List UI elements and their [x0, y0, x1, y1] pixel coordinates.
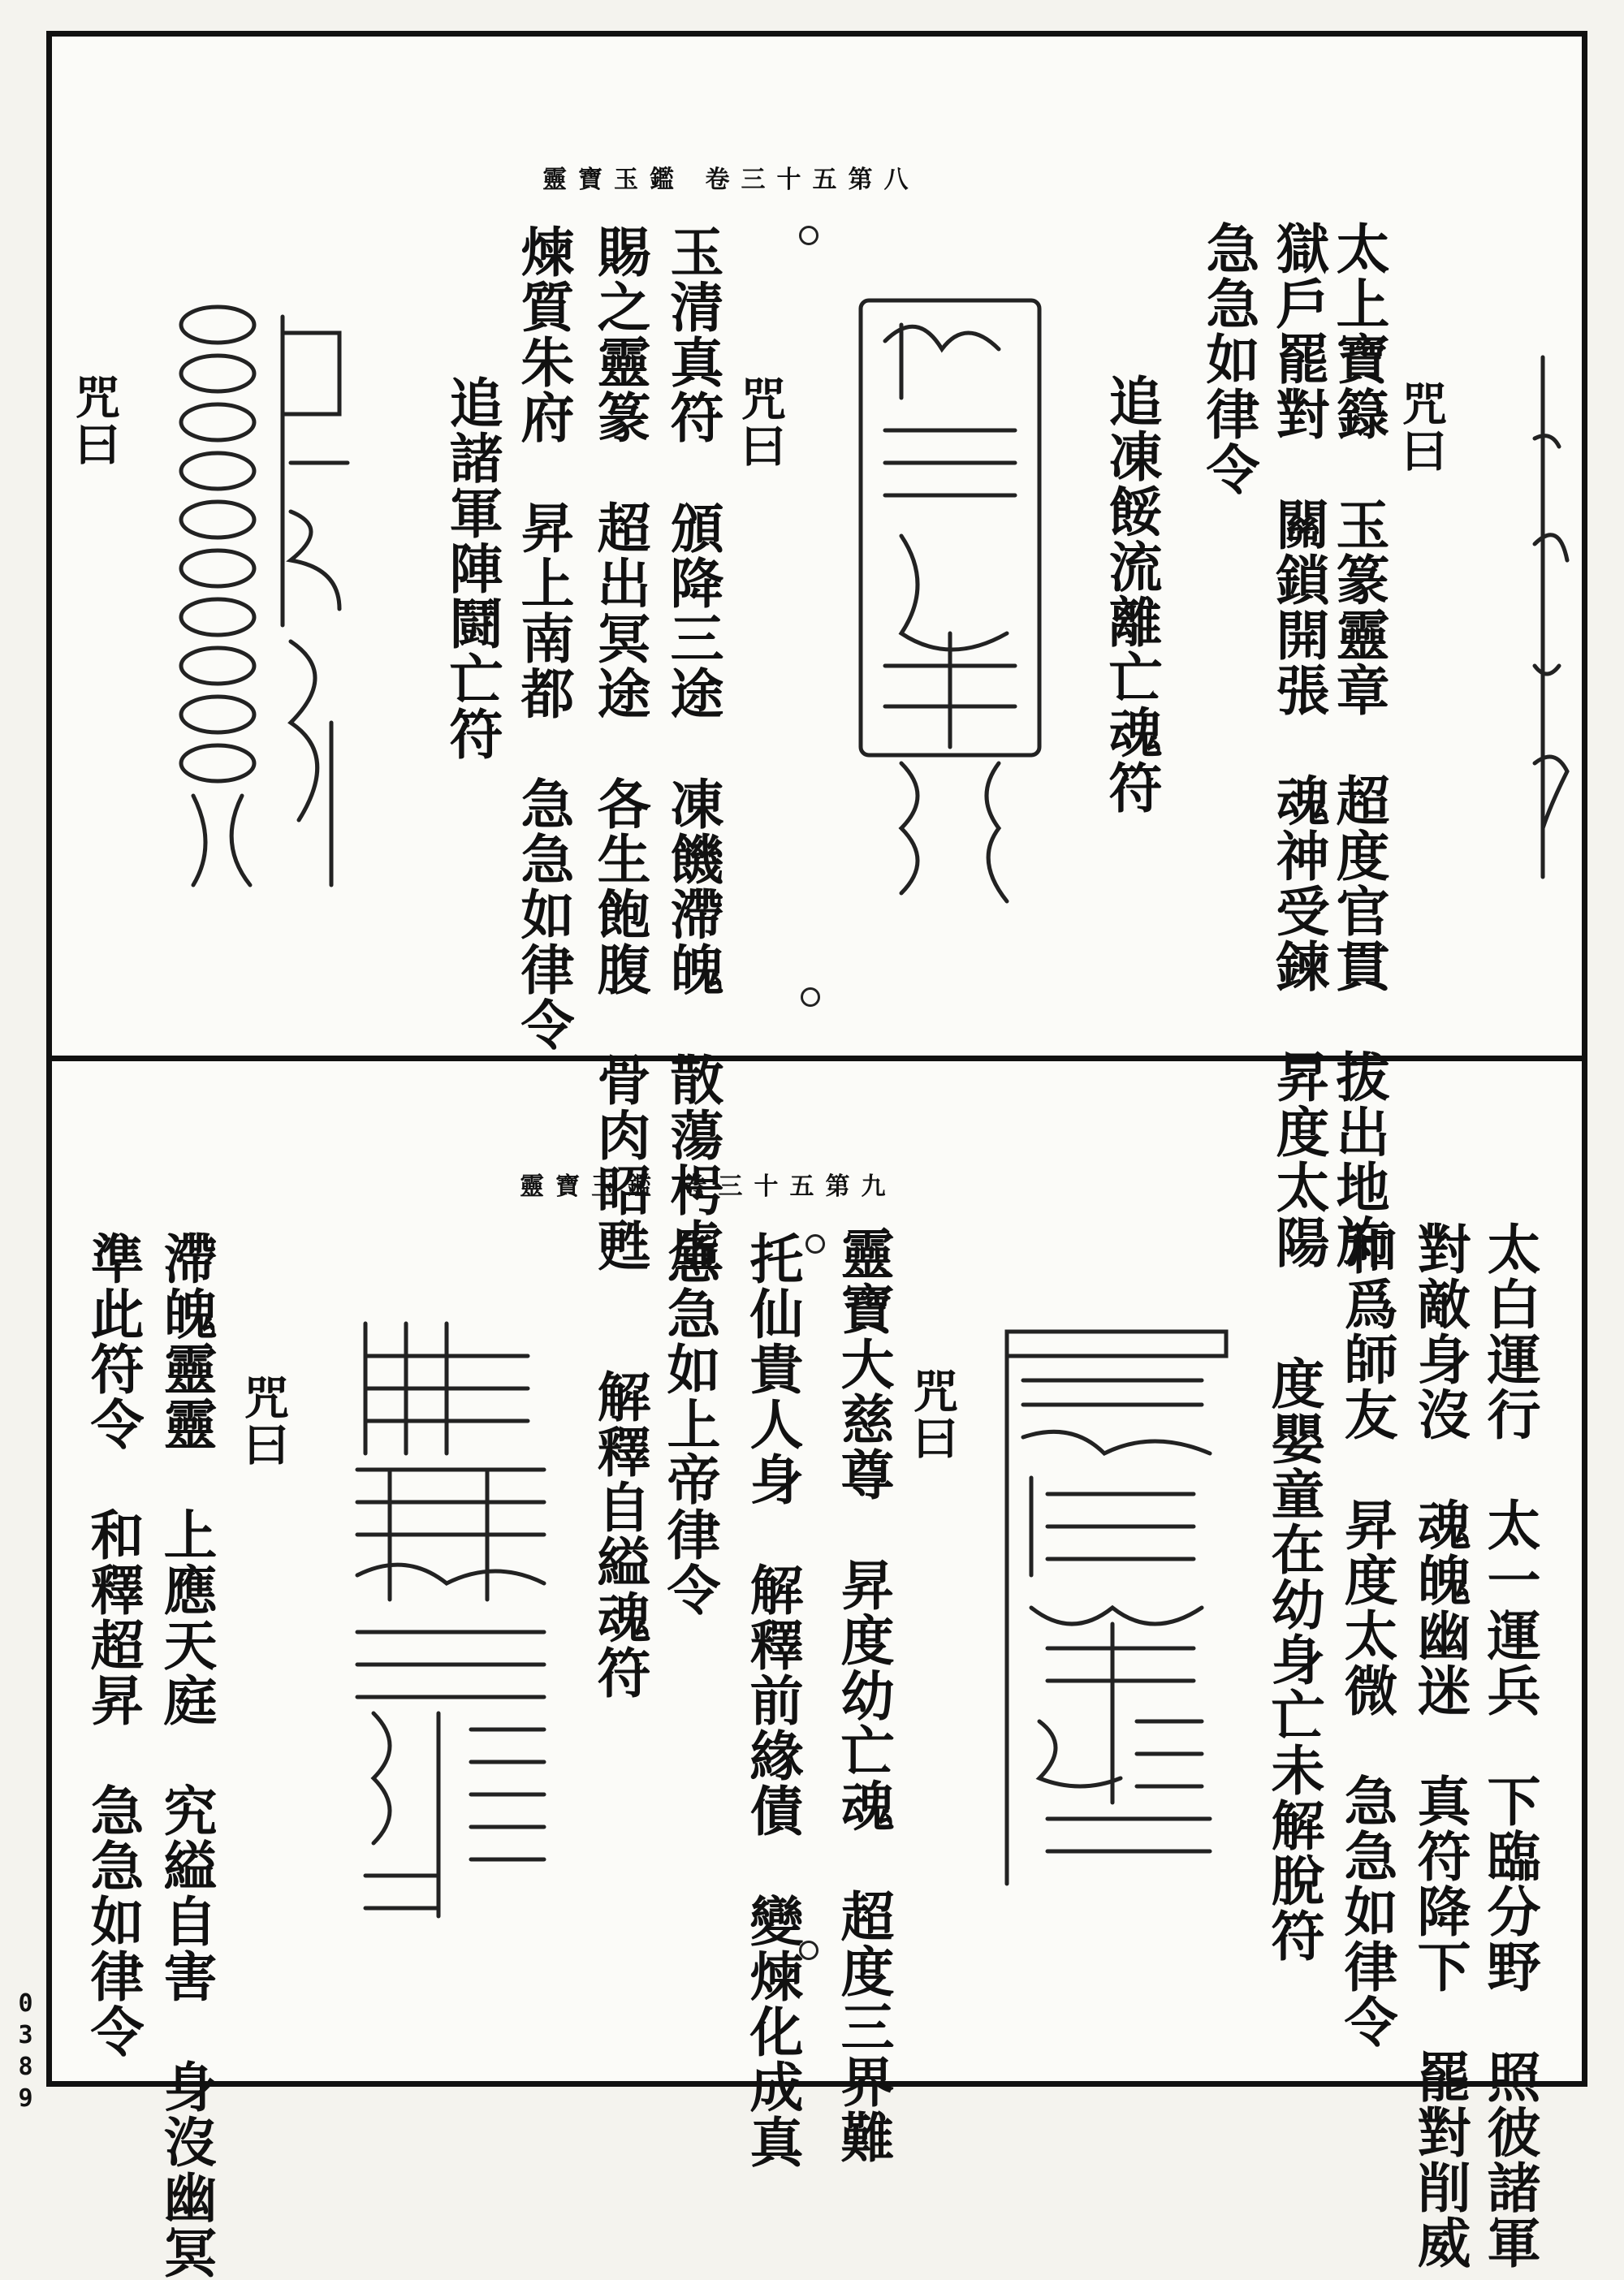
lower-col-5: 咒曰: [905, 1367, 959, 1462]
lower-col-6: 靈寶大慈尊 昇度幼亡魂 超度三界難: [831, 1226, 895, 2165]
circle-marker-icon: [806, 1234, 825, 1254]
lower-col-12: 準此符令 和釋超昇 急急如律令: [81, 1231, 145, 2059]
circle-marker-icon: [799, 226, 818, 245]
talisman-seal-icon: [853, 292, 1056, 926]
page-number: 0389: [11, 1989, 40, 2116]
upper-col-7: 玉清真符 頒降三途 凍饑滯魄 散蕩枵虛: [661, 224, 724, 1273]
upper-col-1: 咒曰: [1394, 380, 1448, 474]
lower-col-3: 和爲師友 昇度太微 急急如律令: [1335, 1221, 1398, 2049]
circle-marker-icon: [799, 1941, 818, 1960]
lower-col-1: 太白運行 太一運兵 下臨分野 照彼諸軍: [1478, 1221, 1541, 2270]
upper-col-11: 咒曰: [67, 374, 121, 468]
upper-col-9: 煉質朱府 昇上南都 急急如律令: [512, 224, 575, 1052]
talisman-seal-icon: [341, 1307, 560, 1949]
lower-col-7: 托仙貴人身 解釋前緣債 變煉化成真: [741, 1231, 804, 2170]
lower-col-4: 度嬰童在幼身亡未解脫符: [1262, 1356, 1325, 1963]
upper-col-6: 咒曰: [733, 375, 787, 469]
upper-col-5: 追凍餒流離亡魂符: [1099, 374, 1163, 815]
lower-col-11: 滯魄靈靈 上應天庭 究縊自害 身沒幽冥: [154, 1231, 218, 2280]
lower-page-header: 靈寶玉鑑 卷三十五第九: [520, 1172, 897, 1201]
talisman-seal-icon: [1527, 357, 1575, 893]
talisman-seal-icon: [999, 1315, 1242, 1900]
upper-page-header: 靈寶玉鑑 卷三十五第八: [542, 166, 920, 194]
upper-col-10: 追諸軍陣鬪亡符: [440, 375, 503, 762]
lower-col-10: 咒曰: [236, 1374, 290, 1468]
lower-col-8: 急急如上帝律令: [658, 1231, 721, 1617]
upper-col-3: 獄戶罷對 關鎖開張 魂神受鍊 昇度太陽: [1267, 221, 1330, 1270]
lower-col-2: 對敵身沒 魂魄幽迷 真符降下 罷對削威: [1408, 1221, 1471, 2270]
talisman-seal-icon: [169, 300, 364, 934]
circle-marker-icon: [801, 987, 820, 1007]
upper-col-8: 賜之靈篆 超出冥途 各生飽腹 骨肉昭甦: [588, 224, 651, 1273]
lower-col-9: 解釋自縊魂符: [588, 1369, 651, 1700]
upper-col-2: 太上寶籙 玉篆靈章 超度官貫 拔出地斾: [1327, 221, 1390, 1270]
upper-col-4: 急急如律令: [1197, 221, 1260, 497]
